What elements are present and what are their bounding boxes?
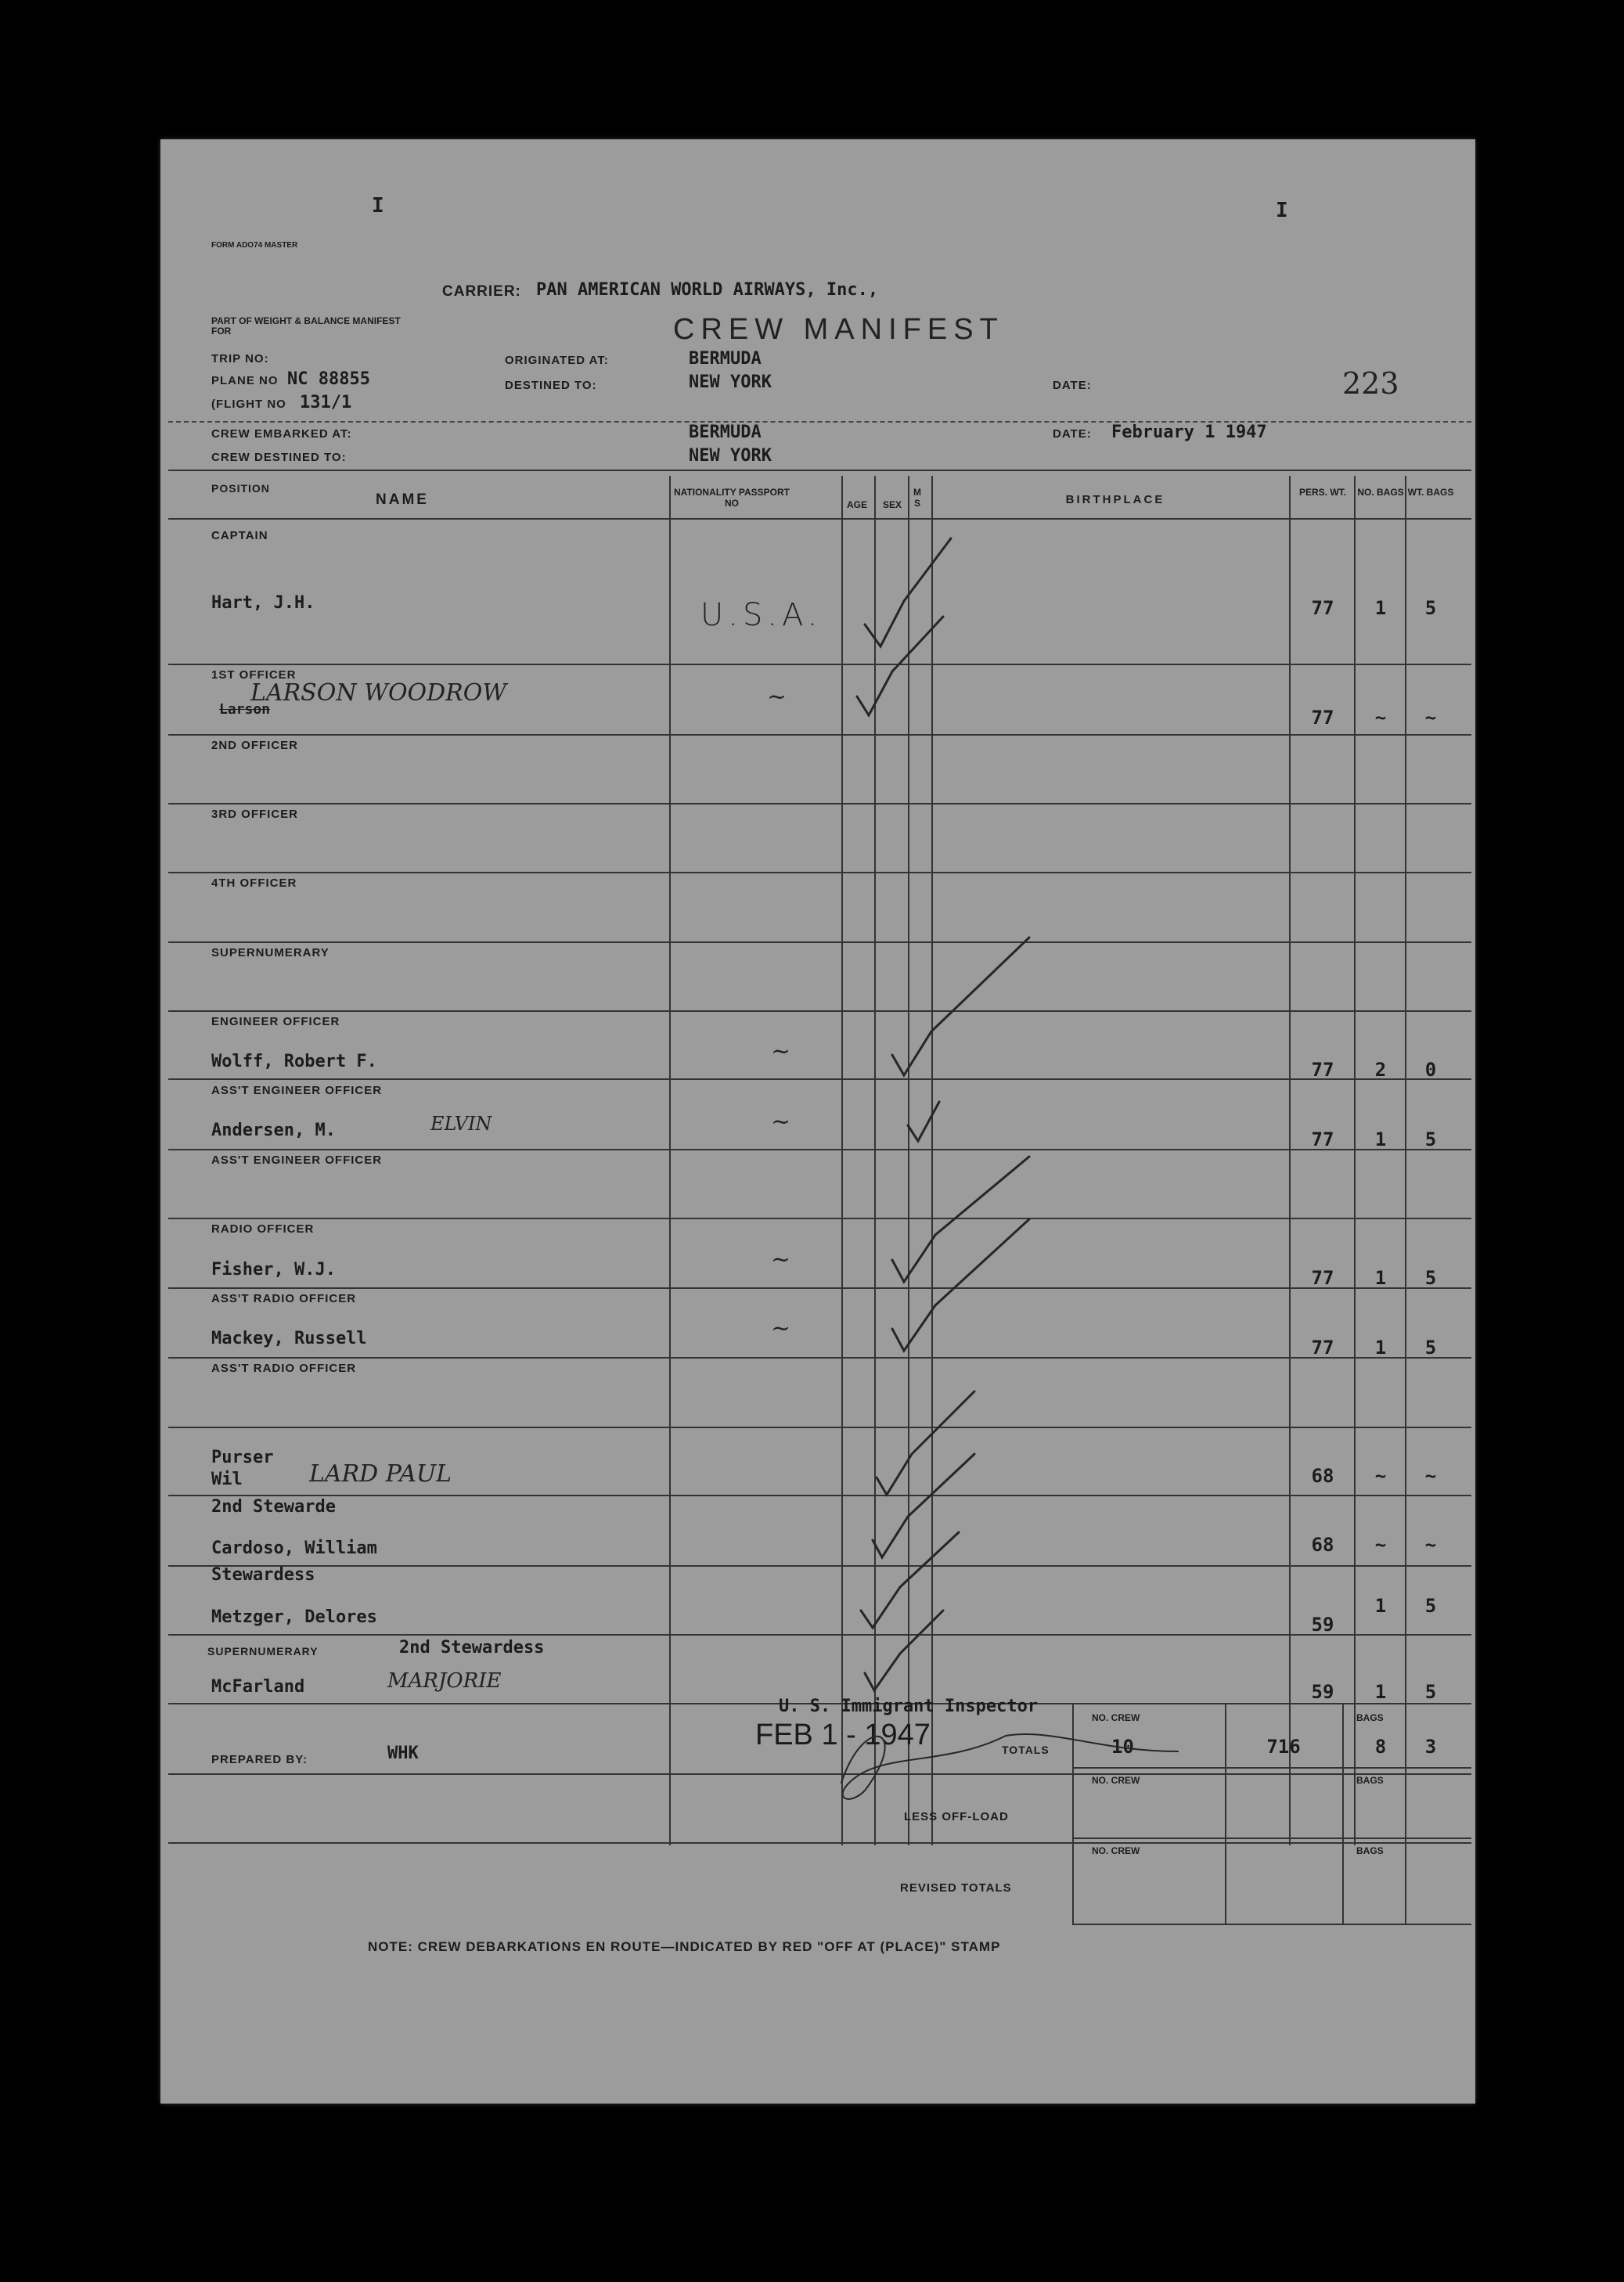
flight-number: 131/1 <box>300 393 352 412</box>
crew-name-handwritten: ELVIN <box>430 1113 492 1135</box>
col-age: AGE <box>846 499 867 510</box>
crew-name: Wolff, Robert F. <box>211 1052 377 1071</box>
originated-label: ORIGINATED AT: <box>505 354 609 367</box>
position-label: 1ST OFFICER <box>211 668 297 682</box>
trip-label: TRIP NO: <box>211 352 269 365</box>
crew-name-handwritten: LARD PAUL <box>309 1460 452 1488</box>
crew-embarked-label: CREW EMBARKED AT: <box>211 427 352 441</box>
pers-wt: 68 <box>1311 1465 1334 1487</box>
wt-bags: 0 <box>1424 1059 1437 1081</box>
no-bags: 1 <box>1374 1681 1387 1703</box>
pers-wt: 77 <box>1311 707 1334 729</box>
crew-embarked-at: BERMUDA <box>689 423 762 442</box>
inspector-stamp: U. S. Immigrant Inspector <box>779 1697 1039 1716</box>
no-crew-label: NO. CREW <box>1092 1845 1140 1856</box>
signature-icon <box>841 1734 1178 1799</box>
manifest-paper <box>160 139 1475 2104</box>
crew-name: Andersen, M. <box>211 1121 336 1140</box>
position-label: 4TH OFFICER <box>211 876 297 890</box>
col-no-bags: NO. BAGS <box>1357 487 1404 498</box>
col-wt-bags: WT. BAGS <box>1407 487 1454 498</box>
total-wt-bags: 3 <box>1424 1736 1437 1758</box>
check-mark-icon <box>873 1454 974 1557</box>
crew-embarked-date: February 1 1947 <box>1111 423 1267 442</box>
position-label: 3RD OFFICER <box>211 808 299 821</box>
no-crew-label: NO. CREW <box>1092 1712 1140 1723</box>
position-label: ENGINEER OFFICER <box>211 1015 340 1028</box>
position-label: RADIO OFFICER <box>211 1222 315 1236</box>
wt-bags: 5 <box>1424 597 1437 619</box>
destined-label: DESTINED TO: <box>505 379 597 392</box>
bags-label: BAGS <box>1356 1775 1384 1786</box>
crew-name: Fisher, W.J. <box>211 1260 336 1280</box>
stamp-date: FEB 1 - 1947 <box>755 1719 931 1751</box>
nationality-value: ~ <box>767 683 787 711</box>
date2-label: DATE: <box>1053 427 1092 441</box>
date-label: DATE: <box>1053 379 1092 392</box>
ink-marks <box>160 139 1475 2104</box>
wt-bags: 5 <box>1424 1595 1437 1617</box>
crew-name: McFarland <box>211 1677 305 1697</box>
wt-bags: 5 <box>1424 1337 1437 1359</box>
wt-bags: ~ <box>1424 1465 1437 1487</box>
crew-name: Larson <box>219 701 271 718</box>
wt-bags: 5 <box>1424 1681 1437 1703</box>
position-label: ASS'T ENGINEER OFFICER <box>211 1084 383 1097</box>
wt-bags: ~ <box>1424 1534 1437 1556</box>
crew-name: Wil <box>211 1470 243 1489</box>
position-label: 2nd Stewarde <box>211 1497 336 1517</box>
corner-mark: I <box>372 194 384 218</box>
no-bags: ~ <box>1374 1534 1387 1556</box>
totals-label: TOTALS <box>1002 1744 1050 1756</box>
nationality-value: U.S.A. <box>700 597 823 633</box>
total-bags: 8 <box>1374 1736 1387 1758</box>
no-bags: 1 <box>1374 1267 1387 1289</box>
check-mark-icon <box>908 1102 939 1141</box>
position-label: ASS'T ENGINEER OFFICER <box>211 1154 383 1167</box>
check-mark-icon <box>892 1157 1029 1282</box>
position-label: ASS'T RADIO OFFICER <box>211 1362 357 1375</box>
total-crew: 10 <box>1111 1736 1134 1758</box>
crew-destined-label: CREW DESTINED TO: <box>211 451 347 464</box>
position-label: SUPERNUMERARY <box>207 1645 319 1658</box>
check-mark-icon <box>892 1219 1029 1351</box>
part-of-label: PART OF WEIGHT & BALANCE MANIFEST FOR <box>211 315 401 337</box>
crew-name: Mackey, Russell <box>211 1329 367 1348</box>
wt-bags: 5 <box>1424 1128 1437 1150</box>
col-position: POSITION <box>211 482 270 495</box>
destined-to: NEW YORK <box>689 373 772 392</box>
position-label: Stewardess <box>211 1565 315 1585</box>
no-bags: ~ <box>1374 1465 1387 1487</box>
prepared-by-label: PREPARED BY: <box>211 1753 308 1766</box>
no-bags: 1 <box>1374 1128 1387 1150</box>
pers-wt: 77 <box>1311 597 1334 619</box>
pers-wt: 77 <box>1311 1337 1334 1359</box>
position-label: ASS'T RADIO OFFICER <box>211 1292 357 1305</box>
check-mark-icon <box>865 538 951 646</box>
check-mark-icon <box>892 938 1029 1075</box>
carrier-label: CARRIER: <box>442 283 521 300</box>
less-off-load-label: LESS OFF-LOAD <box>904 1810 1009 1823</box>
no-bags: 2 <box>1374 1059 1387 1081</box>
check-mark-icon <box>877 1391 974 1495</box>
col-nationality: NATIONALITY PASSPORT NO <box>673 487 790 509</box>
no-bags: 1 <box>1374 1337 1387 1359</box>
pers-wt: 59 <box>1311 1614 1334 1636</box>
carrier: PAN AMERICAN WORLD AIRWAYS, Inc., <box>536 280 879 300</box>
bags-label: BAGS <box>1356 1712 1384 1723</box>
crew-name: Cardoso, William <box>211 1539 377 1558</box>
nationality-value: ~ <box>771 1108 791 1136</box>
wt-bags: ~ <box>1424 707 1437 729</box>
col-name: NAME <box>376 491 429 508</box>
nationality-value: ~ <box>771 1315 791 1342</box>
no-bags: 1 <box>1374 597 1387 619</box>
pers-wt: 68 <box>1311 1534 1334 1556</box>
position-label: 2ND OFFICER <box>211 739 299 752</box>
nationality-value: ~ <box>771 1246 791 1273</box>
pers-wt: 77 <box>1311 1267 1334 1289</box>
footer-note: NOTE: CREW DEBARKATIONS EN ROUTE—INDICATED BY RED "OFF AT (PLACE)" STAMP <box>368 1939 1001 1954</box>
col-sex: SEX <box>882 499 902 510</box>
corner-mark: I <box>1276 199 1288 222</box>
plane-number: NC 88855 <box>287 369 370 389</box>
revised-totals-label: REVISED TOTALS <box>900 1881 1012 1895</box>
flight-label: (FLIGHT NO <box>211 398 286 411</box>
nationality-value: ~ <box>771 1038 791 1065</box>
position-label: 2nd Stewardess <box>399 1638 545 1658</box>
col-birthplace: BIRTHPLACE <box>1065 493 1165 506</box>
page-title: CREW MANIFEST <box>673 313 1004 346</box>
crew-name-handwritten: MARJORIE <box>387 1669 502 1693</box>
no-bags: ~ <box>1374 707 1387 729</box>
col-pers-wt: PERS. WT. <box>1298 487 1346 498</box>
wt-bags: 5 <box>1424 1267 1437 1289</box>
pers-wt: 77 <box>1311 1059 1334 1081</box>
plane-label: PLANE NO <box>211 374 279 387</box>
pers-wt: 59 <box>1311 1681 1334 1703</box>
col-ms: M S <box>913 487 921 509</box>
position-label: Purser <box>211 1448 274 1467</box>
prepared-by: WHK <box>387 1744 419 1763</box>
crew-destined-to: NEW YORK <box>689 446 772 466</box>
page-number: 223 <box>1342 366 1399 401</box>
no-crew-label: NO. CREW <box>1092 1775 1140 1786</box>
form-number: FORM ADO74 MASTER <box>211 241 298 250</box>
originated-at: BERMUDA <box>689 349 762 369</box>
crew-name: Metzger, Delores <box>211 1607 377 1627</box>
no-bags: 1 <box>1374 1595 1387 1617</box>
position-label: CAPTAIN <box>211 529 268 542</box>
crew-name-handwritten: LARSON WOODROW <box>250 679 507 707</box>
position-label: SUPERNUMERARY <box>211 946 329 959</box>
bags-label: BAGS <box>1356 1845 1384 1856</box>
pers-wt: 77 <box>1311 1128 1334 1150</box>
crew-name: Hart, J.H. <box>211 593 315 613</box>
total-weight: 716 <box>1266 1736 1301 1758</box>
